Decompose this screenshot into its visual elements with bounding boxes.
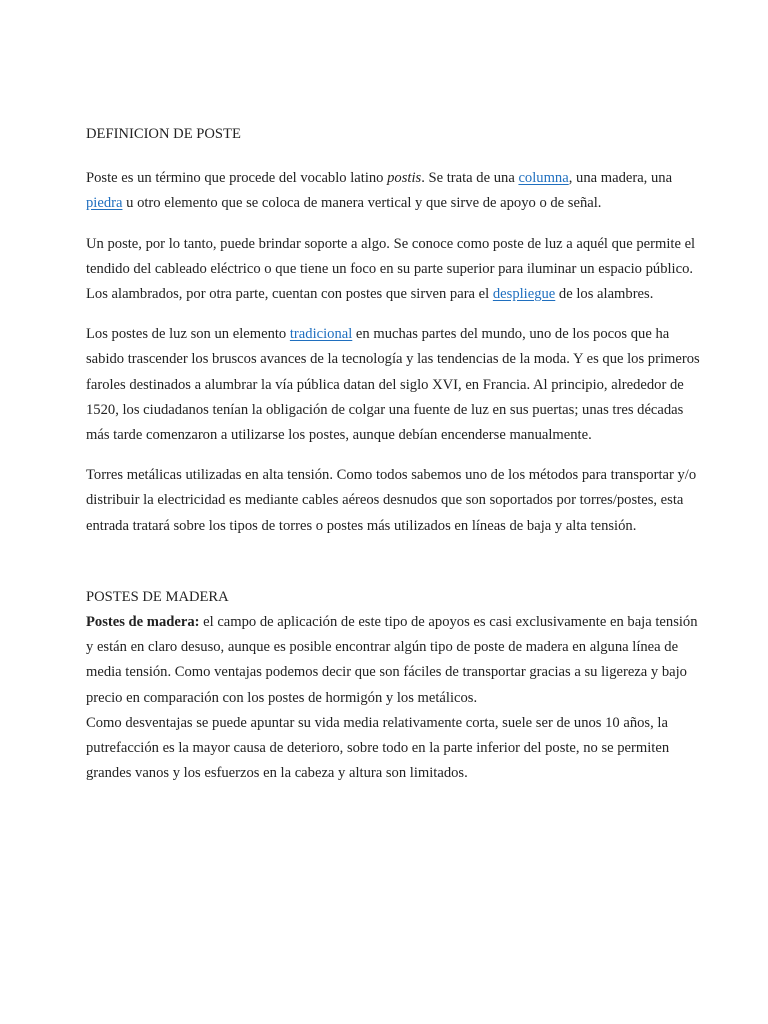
paragraph-text: u otro elemento que se coloca de manera vertical y que sirve de apoyo o de señal. [122, 195, 602, 212]
link-despliegue[interactable]: despliegue [492, 286, 556, 303]
paragraph-torres-metalicas: Torres metálicas utilizadas en alta tensión. Como todos sabemos uno de los métodos para transportar y/o distribuir la electricidad es mediante cables aéreos desnudos que son soportados por torres/postes, esta entrada tratará sobre los tipos de torres o postes más utilizados en líneas de baja y alta tensión. [86, 467, 697, 534]
link-piedra[interactable]: piedra [86, 195, 123, 212]
paragraph-text: , una madera, una [568, 170, 673, 187]
paragraph-desventajas: Como desventajas se puede apuntar su vida media relativamente corta, suele ser de unos 10 años, la putrefacción es la mayor causa de deterioro, sobre todo en la parte inferior del poste, no se permiten grandes vanos y los esfuerzos en la cabeza y altura son limitados. [86, 714, 670, 782]
latin-term: postis [387, 170, 422, 187]
paragraph-text: el campo de aplicación de este tipo de apoyos es casi exclusivamente en baja tensión y están en claro desuso, aunque es posible encontrar algún tipo de poste de madera en alguna línea de media tensión. Como ventajas podemos decir que son fáciles de transportar gracias a su ligereza y bajo precio en comparación con los postes de hormigón y los metálicos. [86, 614, 698, 706]
paragraph-text: Poste es un término que procede del vocablo latino [86, 170, 388, 187]
paragraph-text: Un poste, por lo tanto, puede brindar soporte a algo. Se conoce como poste de luz a aquél que permite el tendido del cableado eléctrico o que tiene un foco en su parte superior para iluminar un espacio público. Los alambrados, por otra parte, cuentan con postes que sirven para el [86, 235, 696, 303]
page-title: DEFINICION DE POSTE [86, 126, 241, 142]
section-title-postes-de-madera: POSTES DE MADERA [86, 588, 229, 605]
paragraph-text: en muchas partes del mundo, uno de los pocos que ha sabido trascender los bruscos avances de la tecnología y las tendencias de la moda. Y es que los primeros faroles destinados a alumbrar la vía pública datan del siglo XVI, en Francia. Al principio, alrededor de 1520, los ciudadanos tenían la obligación de colgar una fuente de luz en sus puertas; unas tres décadas más tarde comenzaron a utilizarse los postes, aunque debían encenderse manualmente. [86, 326, 700, 444]
paragraph-text: de los alambres. [555, 286, 654, 303]
paragraph-text: Los postes de luz son un elemento [86, 326, 290, 343]
paragraph-definition [86, 166, 706, 216]
paragraph-postes-de-luz [86, 322, 706, 448]
bold-term: Postes de madera: [86, 614, 200, 631]
paragraph-text: . Se trata de una [421, 170, 519, 187]
link-columna[interactable]: columna [518, 170, 569, 187]
document-body [86, 122, 706, 786]
link-tradicional[interactable]: tradicional [289, 326, 353, 343]
paragraph-soporte [86, 232, 706, 308]
paragraph-postes-de-madera [86, 610, 706, 711]
